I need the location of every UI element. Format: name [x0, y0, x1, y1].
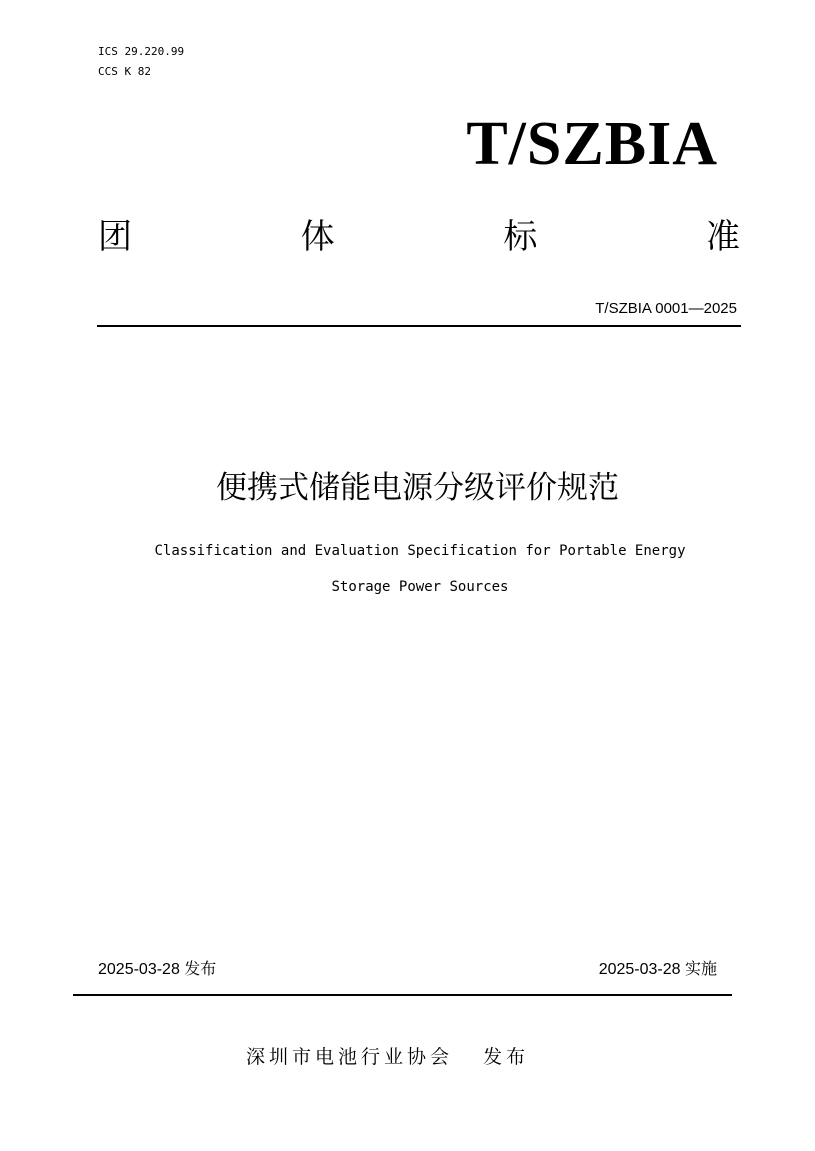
publisher-name: 深圳市电池行业协会: [246, 1046, 454, 1068]
classification-codes: [98, 42, 184, 82]
implementation-date: 2025-03-28 实施: [598, 961, 717, 978]
standard-type-char: 体: [300, 217, 335, 257]
standard-type-heading: [98, 213, 740, 261]
publisher-line: [246, 1042, 529, 1072]
ccs-code: CCS K 82: [98, 65, 151, 78]
standard-type-char: 团: [98, 217, 132, 257]
english-title-line: Classification and Evaluation Specification for Portable Energy: [154, 543, 686, 559]
standard-type-char: 标: [503, 217, 538, 257]
publish-date: 2025-03-28 发布: [98, 961, 217, 978]
standard-number: T/SZBIA 0001—2025: [595, 300, 737, 317]
top-divider: [97, 325, 741, 327]
standard-type-char: 准: [705, 217, 740, 257]
ics-code: ICS 29.220.99: [98, 45, 185, 58]
document-title-chinese: 便携式储能电源分级评价规范: [216, 470, 619, 506]
standard-code-logo: T/SZBIA: [466, 110, 718, 178]
bottom-divider: [73, 994, 732, 996]
english-title-line: Storage Power Sources: [331, 579, 509, 595]
publisher-action: 发布: [483, 1046, 530, 1068]
document-title-english: [120, 533, 720, 605]
